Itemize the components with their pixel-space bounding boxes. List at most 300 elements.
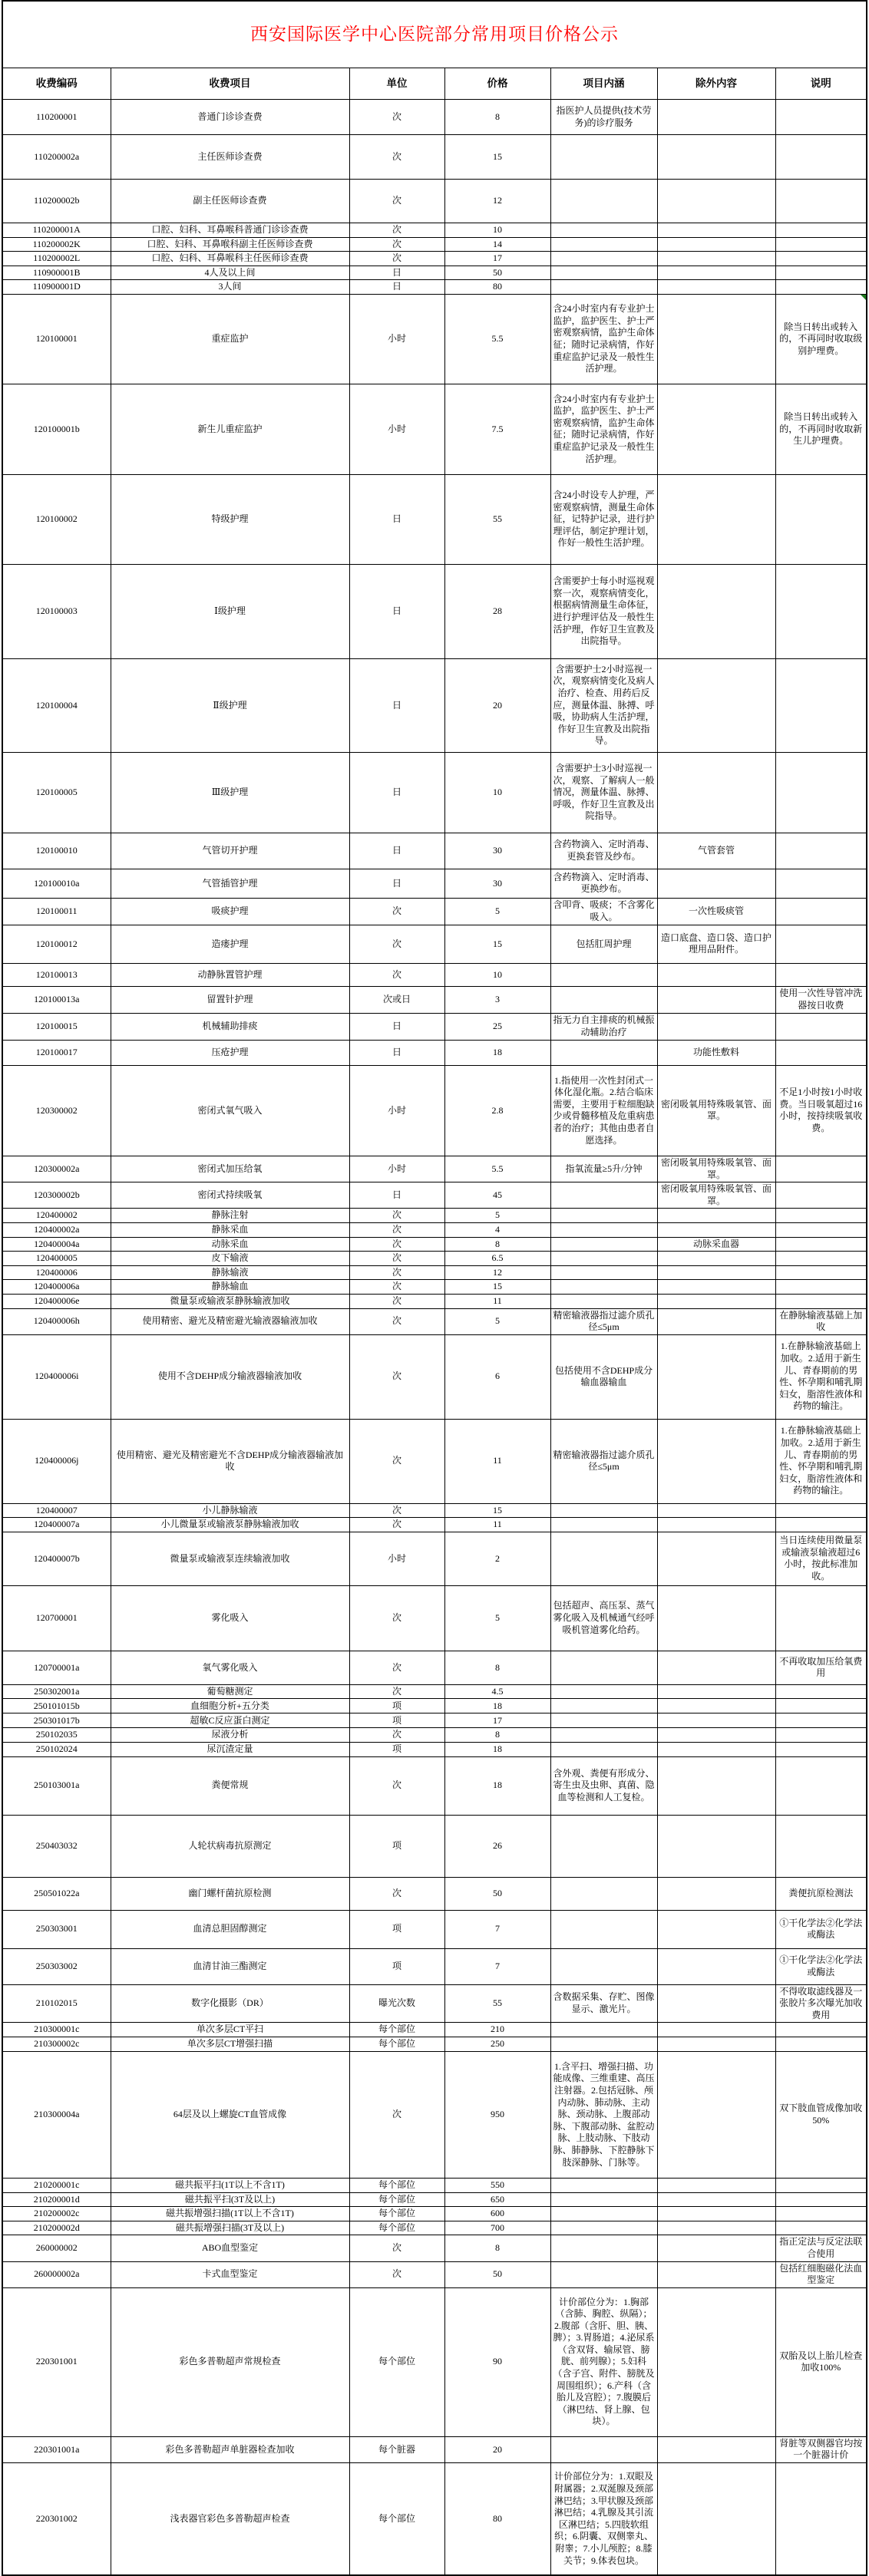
cell-connotation (550, 2037, 657, 2052)
cell-connotation: 指无力自主排痰的机械振动辅助治疗 (550, 1013, 657, 1040)
cell-item: 使用精密、避光及精密避光输液器输液加收 (111, 1308, 349, 1334)
cell-note (775, 2221, 867, 2235)
cell-connotation: 指氧流量≥5升/分钟 (550, 1156, 657, 1182)
cell-item: 口腔、妇科、耳鼻喉科主任医师诊查费 (111, 252, 349, 266)
cell-note (775, 925, 867, 963)
cell-note (775, 180, 867, 223)
cell-unit: 次 (349, 2052, 444, 2179)
cell-code: 210200002c (2, 2207, 111, 2221)
cell-price: 11 (444, 1518, 550, 1532)
cell-unit: 次 (349, 100, 444, 135)
cell-connotation (550, 1532, 657, 1585)
cell-item: 动静脉置管护理 (111, 963, 349, 986)
table-row (2, 1209, 867, 1223)
title-row (2, 1, 867, 68)
cell-connotation (550, 986, 657, 1013)
table-row (2, 1713, 867, 1728)
table-row (2, 986, 867, 1013)
cell-exclusion (657, 1334, 775, 1419)
cell-code: 110200001A (2, 223, 111, 238)
table-row (2, 2261, 867, 2287)
cell-exclusion (657, 266, 775, 280)
table-row (2, 752, 867, 833)
table-row (2, 1585, 867, 1651)
cell-price: 55 (444, 474, 550, 564)
cell-price: 80 (444, 280, 550, 295)
cell-unit: 每个部位 (349, 2179, 444, 2193)
cell-code: 110900001B (2, 266, 111, 280)
cell-exclusion: 气管套管 (657, 833, 775, 869)
header-price: 价格 (444, 68, 550, 100)
cell-price: 18 (444, 1743, 550, 1757)
cell-item: Ⅰ级护理 (111, 564, 349, 658)
cell-exclusion (657, 2462, 775, 2575)
cell-exclusion (657, 2023, 775, 2037)
cell-price: 14 (444, 237, 550, 252)
cell-connotation: 1.含平扫、增强扫描、功能成像、三维重建、高压注射器。2.包括冠脉、颅内动脉、肺动脉、主动脉、颈动脉、上腹部动脉、下腹部动脉、盆腔动脉、上肢动脉、下肢动脉、肺静脉、下腔静脉下肢深静脉、门脉等。 (550, 2052, 657, 2179)
cell-note (775, 2207, 867, 2221)
cell-exclusion (657, 1222, 775, 1237)
cell-code: 120100015 (2, 1013, 111, 1040)
table-row (2, 223, 867, 238)
cell-note (775, 1209, 867, 1223)
cell-unit: 日 (349, 280, 444, 295)
cell-price: 12 (444, 1265, 550, 1280)
cell-connotation (550, 1252, 657, 1266)
cell-code: 120400004a (2, 1237, 111, 1252)
cell-price: 7.5 (444, 384, 550, 474)
cell-connotation (550, 252, 657, 266)
cell-note: 使用一次性导管冲洗器按日收费 (775, 986, 867, 1013)
cell-exclusion (657, 1651, 775, 1684)
table-row (2, 1334, 867, 1419)
table-row (2, 564, 867, 658)
cell-item: 尿沉渣定量 (111, 1743, 349, 1757)
cell-note (775, 1713, 867, 1728)
cell-code: 250303001 (2, 1910, 111, 1948)
cell-price: 950 (444, 2052, 550, 2179)
cell-note (775, 1265, 867, 1280)
cell-unit: 次或日 (349, 986, 444, 1013)
cell-code: 120400006h (2, 1308, 111, 1334)
cell-connotation (550, 1280, 657, 1295)
table-row (2, 1518, 867, 1532)
cell-price: 18 (444, 1699, 550, 1713)
cell-price: 7 (444, 1910, 550, 1948)
cell-exclusion (657, 1518, 775, 1532)
cell-note: 双胎及以上胎儿检查加收100% (775, 2287, 867, 2436)
cell-note (775, 2192, 867, 2207)
cell-price: 11 (444, 1294, 550, 1308)
cell-price: 550 (444, 2179, 550, 2193)
cell-note: 1.在静脉输液基础上加收。2.适用于新生儿、青春期前的男性、怀孕期和哺乳期妇女，脂溶性液体和药物的输注。 (775, 1419, 867, 1503)
cell-item: 血清总胆固醇测定 (111, 1910, 349, 1948)
table-row (2, 100, 867, 135)
cell-price: 3 (444, 986, 550, 1013)
cell-price: 8 (444, 100, 550, 135)
table-row (2, 2235, 867, 2261)
cell-note (775, 1728, 867, 1743)
cell-price: 5.5 (444, 1156, 550, 1182)
cell-price: 2 (444, 1532, 550, 1585)
table-row (2, 2436, 867, 2462)
cell-code: 210300002c (2, 2037, 111, 2052)
cell-code: 250301017b (2, 1713, 111, 1728)
table-row (2, 1156, 867, 1182)
cell-note (775, 2462, 867, 2575)
cell-exclusion: 密闭吸氧用特殊吸氧管、面罩。 (657, 1065, 775, 1156)
cell-exclusion (657, 180, 775, 223)
cell-note (775, 1585, 867, 1651)
table-row (2, 2462, 867, 2575)
cell-item: 雾化吸入 (111, 1585, 349, 1651)
table-row (2, 474, 867, 564)
cell-price: 10 (444, 963, 550, 986)
cell-item: 压疮护理 (111, 1040, 349, 1065)
cell-item: 64层及以上螺旋CT血管成像 (111, 2052, 349, 2179)
cell-code: 120100017 (2, 1040, 111, 1065)
cell-price: 250 (444, 2037, 550, 2052)
cell-connotation (550, 2235, 657, 2261)
cell-code: 210300001c (2, 2023, 111, 2037)
cell-connotation (550, 1222, 657, 1237)
table-row (2, 1222, 867, 1237)
cell-unit: 项 (349, 1815, 444, 1877)
cell-item: 尿液分析 (111, 1728, 349, 1743)
cell-code: 120400002a (2, 1222, 111, 1237)
cell-exclusion (657, 1308, 775, 1334)
header-exclusion: 除外内容 (657, 68, 775, 100)
cell-connotation: 包括肛周护理 (550, 925, 657, 963)
cell-code: 250102024 (2, 1743, 111, 1757)
cell-code: 220301002 (2, 2462, 111, 2575)
cell-exclusion (657, 2192, 775, 2207)
cell-item: 口腔、妇科、耳鼻喉科副主任医师诊查费 (111, 237, 349, 252)
cell-connotation (550, 1743, 657, 1757)
cell-price: 30 (444, 869, 550, 898)
cell-connotation (550, 2207, 657, 2221)
cell-connotation (550, 1910, 657, 1948)
cell-item: 静脉输液 (111, 1265, 349, 1280)
cell-note (775, 1237, 867, 1252)
cell-unit: 小时 (349, 1065, 444, 1156)
cell-note: 除当日转出或转入的，不再同时收取级别护理费。 (775, 294, 867, 384)
header-note: 说明 (775, 68, 867, 100)
cell-note (775, 1156, 867, 1182)
green-corner-mark (861, 295, 866, 300)
cell-unit: 日 (349, 869, 444, 898)
cell-note (775, 1743, 867, 1757)
cell-item: 血细胞分析+五分类 (111, 1699, 349, 1713)
cell-connotation (550, 2179, 657, 2193)
cell-unit: 次 (349, 1503, 444, 1518)
cell-unit: 次 (349, 1237, 444, 1252)
cell-note: 肾脏等双侧器官均按一个脏器计价 (775, 2436, 867, 2462)
cell-connotation (550, 1518, 657, 1532)
cell-unit: 小时 (349, 384, 444, 474)
cell-connotation (550, 1815, 657, 1877)
cell-note: 不得收取滤线器及一张胶片多次曝光加收费用 (775, 1984, 867, 2023)
cell-item: 微量泵或输液泵连续输液加收 (111, 1532, 349, 1585)
cell-connotation: 包括超声、高压泵、蒸气雾化吸入及机械通气经呼吸机管道雾化给药。 (550, 1585, 657, 1651)
cell-price: 17 (444, 1713, 550, 1728)
cell-code: 120400006a (2, 1280, 111, 1295)
cell-exclusion: 一次性吸痰管 (657, 898, 775, 925)
cell-exclusion (657, 1532, 775, 1585)
cell-note: 不足1小时按1小时收费。当日吸氧超过16小时，按持续吸氧收费。 (775, 1065, 867, 1156)
cell-unit: 次 (349, 1308, 444, 1334)
cell-connotation: 含需要护士每小时巡视观察一次，观察病情变化，根据病情测量生命体征，进行护理评估及一般性生活护理，作好卫生宣教及出院指导。 (550, 564, 657, 658)
table-row (2, 1948, 867, 1984)
cell-code: 120400006j (2, 1419, 111, 1503)
cell-note (775, 833, 867, 869)
cell-exclusion (657, 223, 775, 238)
cell-price: 8 (444, 1651, 550, 1684)
cell-note (775, 1756, 867, 1815)
cell-connotation: 计价部位分为：1.双眼及附属器；2.双涎腺及颈部淋巴结；3.甲状腺及颈部淋巴结；4.乳腺及其引流区淋巴结；5.四肢软组织；6.阴囊、双侧睾丸、附睾；7.小儿颅腔；8.膝关节；9.体表包块。 (550, 2462, 657, 2575)
table-row (2, 266, 867, 280)
cell-item: ABO血型鉴定 (111, 2235, 349, 2261)
cell-note (775, 1280, 867, 1295)
cell-exclusion (657, 1280, 775, 1295)
cell-connotation (550, 1182, 657, 1209)
cell-item: 4人及以上间 (111, 266, 349, 280)
cell-code: 250101015b (2, 1699, 111, 1713)
cell-note (775, 1518, 867, 1532)
cell-exclusion (657, 1910, 775, 1948)
cell-price: 5.5 (444, 294, 550, 384)
cell-unit: 日 (349, 833, 444, 869)
cell-connotation (550, 2436, 657, 2462)
cell-connotation: 含24小时室内有专业护士监护，监护医生、护士严密观察病情，监护生命体征；随时记录病情，作好重症监护记录及一般性生活护理。 (550, 384, 657, 474)
cell-code: 110200001 (2, 100, 111, 135)
cell-note (775, 1294, 867, 1308)
cell-unit: 次 (349, 223, 444, 238)
cell-item: 单次多层CT平扫 (111, 2023, 349, 2037)
cell-unit: 每个部位 (349, 2023, 444, 2037)
cell-item: 彩色多普勒超声单脏器检查加收 (111, 2436, 349, 2462)
table-row (2, 1503, 867, 1518)
table-row (2, 2023, 867, 2037)
table-row (2, 180, 867, 223)
cell-code: 220301001 (2, 2287, 111, 2436)
cell-code: 250102035 (2, 1728, 111, 1743)
cell-unit: 每个部位 (349, 2287, 444, 2436)
cell-price: 18 (444, 1040, 550, 1065)
cell-price: 8 (444, 2235, 550, 2261)
cell-note (775, 135, 867, 180)
cell-exclusion (657, 2235, 775, 2261)
cell-item: 密闭式加压给氧 (111, 1156, 349, 1182)
cell-item: 使用精密、避光及精密避光不含DEHP成分输液器输液加收 (111, 1419, 349, 1503)
cell-code: 120400006i (2, 1334, 111, 1419)
cell-connotation (550, 266, 657, 280)
cell-code: 250303002 (2, 1948, 111, 1984)
cell-unit: 次 (349, 1294, 444, 1308)
cell-unit: 日 (349, 564, 444, 658)
cell-connotation (550, 280, 657, 295)
cell-exclusion (657, 1756, 775, 1815)
cell-item: 留置针护理 (111, 986, 349, 1013)
cell-code: 120100001b (2, 384, 111, 474)
table-row (2, 1419, 867, 1503)
cell-note (775, 474, 867, 564)
cell-note (775, 280, 867, 295)
page-title-cell (2, 1, 867, 68)
cell-connotation (550, 963, 657, 986)
cell-code: 210200001d (2, 2192, 111, 2207)
cell-note: 粪便抗原检测法 (775, 1877, 867, 1910)
cell-price: 15 (444, 135, 550, 180)
cell-connotation: 1.指使用一次性封闭式一体化湿化瓶。2.结合临床需要，主要用于粒细胞缺少或骨髓移植及危重病患者的治疗；其他由患者自愿选择。 (550, 1065, 657, 1156)
cell-connotation (550, 1237, 657, 1252)
cell-item: Ⅱ级护理 (111, 658, 349, 752)
table-row (2, 2052, 867, 2179)
cell-note (775, 266, 867, 280)
cell-code: 120100011 (2, 898, 111, 925)
header-row (2, 68, 867, 100)
cell-note (775, 1503, 867, 1518)
cell-exclusion (657, 252, 775, 266)
cell-connotation: 含24小时室内有专业护士监护，监护医生、护士严密观察病情，监护生命体征；随时记录病情，作好重症监护记录及一般性生活护理。 (550, 294, 657, 384)
cell-connotation (550, 1209, 657, 1223)
cell-connotation (550, 1877, 657, 1910)
cell-exclusion: 动脉采血器 (657, 1237, 775, 1252)
table-row (2, 1815, 867, 1877)
table-row (2, 1910, 867, 1948)
cell-code: 250103001a (2, 1756, 111, 1815)
cell-connotation: 计价部位分为：1.胸部（含肺、胸腔、纵隔）；2.腹部（含肝、胆、胰、脾）；3.胃肠道；4.泌尿系（含双肾、输尿管、膀胱、前列腺）；5.妇科（含子宫、附件、膀胱及周围组织）；6.产科（含胎儿及宫腔）；7.腹膜后（淋巴结、肾上腺、包块）。 (550, 2287, 657, 2436)
cell-exclusion (657, 2436, 775, 2462)
cell-price: 650 (444, 2192, 550, 2207)
cell-unit: 日 (349, 266, 444, 280)
cell-price: 4 (444, 1222, 550, 1237)
cell-unit: 项 (349, 1713, 444, 1728)
cell-connotation (550, 135, 657, 180)
cell-note (775, 752, 867, 833)
table-row (2, 2192, 867, 2207)
cell-exclusion (657, 1585, 775, 1651)
table-row (2, 2179, 867, 2193)
cell-code: 120700001a (2, 1651, 111, 1684)
cell-note (775, 1040, 867, 1065)
cell-unit: 次 (349, 252, 444, 266)
table-row (2, 384, 867, 474)
cell-item: 使用不含DEHP成分输液器输液加收 (111, 1334, 349, 1419)
cell-price: 210 (444, 2023, 550, 2037)
cell-exclusion (657, 1948, 775, 1984)
cell-code: 210200002d (2, 2221, 111, 2235)
cell-item: 粪便常规 (111, 1756, 349, 1815)
cell-code: 260000002a (2, 2261, 111, 2287)
cell-code: 120100012 (2, 925, 111, 963)
cell-item: 磁共振平扫(3T及以上) (111, 2192, 349, 2207)
cell-item: 3人间 (111, 280, 349, 295)
cell-unit: 次 (349, 925, 444, 963)
cell-note (775, 1182, 867, 1209)
cell-exclusion (657, 1815, 775, 1877)
cell-code: 250501022a (2, 1877, 111, 1910)
cell-exclusion (657, 474, 775, 564)
cell-price: 8 (444, 1237, 550, 1252)
cell-connotation (550, 223, 657, 238)
cell-code: 120400002 (2, 1209, 111, 1223)
cell-unit: 次 (349, 898, 444, 925)
cell-code: 120100010 (2, 833, 111, 869)
cell-note (775, 1699, 867, 1713)
cell-price: 15 (444, 925, 550, 963)
cell-connotation (550, 1684, 657, 1699)
cell-unit: 次 (349, 180, 444, 223)
cell-exclusion (657, 2221, 775, 2235)
cell-note (775, 223, 867, 238)
cell-code: 110900001D (2, 280, 111, 295)
cell-code: 120100003 (2, 564, 111, 658)
table-row (2, 1237, 867, 1252)
cell-note: 在静脉输液基础上加收 (775, 1308, 867, 1334)
table-row (2, 1280, 867, 1295)
cell-connotation: 含药物滴入、定时消毒、更换套管及纱布。 (550, 833, 657, 869)
cell-note: 1.在静脉输液基础上加收。2.适用于新生儿、青春期前的男性、怀孕期和哺乳期妇女，脂溶性液体和药物的输注。 (775, 1334, 867, 1419)
cell-item: 副主任医师诊查费 (111, 180, 349, 223)
cell-exclusion (657, 2207, 775, 2221)
cell-exclusion (657, 135, 775, 180)
cell-code: 120300002 (2, 1065, 111, 1156)
cell-exclusion (657, 1684, 775, 1699)
cell-unit: 次 (349, 1252, 444, 1266)
cell-item: 静脉注射 (111, 1209, 349, 1223)
cell-item: 吸痰护理 (111, 898, 349, 925)
cell-price: 28 (444, 564, 550, 658)
cell-exclusion (657, 1743, 775, 1757)
cell-unit: 日 (349, 1013, 444, 1040)
cell-note: 指正定法与反定法联合使用 (775, 2235, 867, 2261)
cell-note (775, 100, 867, 135)
cell-exclusion (657, 658, 775, 752)
cell-unit: 项 (349, 1910, 444, 1948)
cell-note (775, 1013, 867, 1040)
cell-price: 10 (444, 223, 550, 238)
cell-unit: 次 (349, 1222, 444, 1237)
table-row (2, 237, 867, 252)
cell-exclusion (657, 752, 775, 833)
cell-connotation: 含药物滴入、定时消毒、更换纱布。 (550, 869, 657, 898)
cell-note: 不再收取加压给氧费用 (775, 1651, 867, 1684)
cell-exclusion: 密闭吸氧用特殊吸氧管、面罩。 (657, 1156, 775, 1182)
cell-unit: 次 (349, 1585, 444, 1651)
cell-unit: 次 (349, 1728, 444, 1743)
table-row (2, 1756, 867, 1815)
cell-note (775, 2037, 867, 2052)
cell-unit: 日 (349, 658, 444, 752)
cell-item: 磁共振平扫(1T以上不含1T) (111, 2179, 349, 2193)
cell-price: 20 (444, 2436, 550, 2462)
cell-note: ①干化学法②化学法或酶法 (775, 1948, 867, 1984)
table-row (2, 280, 867, 295)
cell-exclusion (657, 1209, 775, 1223)
cell-code: 120400006 (2, 1265, 111, 1280)
cell-exclusion (657, 1294, 775, 1308)
table-row (2, 1699, 867, 1713)
cell-unit: 次 (349, 2235, 444, 2261)
cell-exclusion (657, 1419, 775, 1503)
cell-unit: 项 (349, 1743, 444, 1757)
cell-item: 主任医师诊查费 (111, 135, 349, 180)
cell-price: 10 (444, 752, 550, 833)
cell-price: 700 (444, 2221, 550, 2235)
cell-item: 卡式血型鉴定 (111, 2261, 349, 2287)
cell-price: 18 (444, 1756, 550, 1815)
